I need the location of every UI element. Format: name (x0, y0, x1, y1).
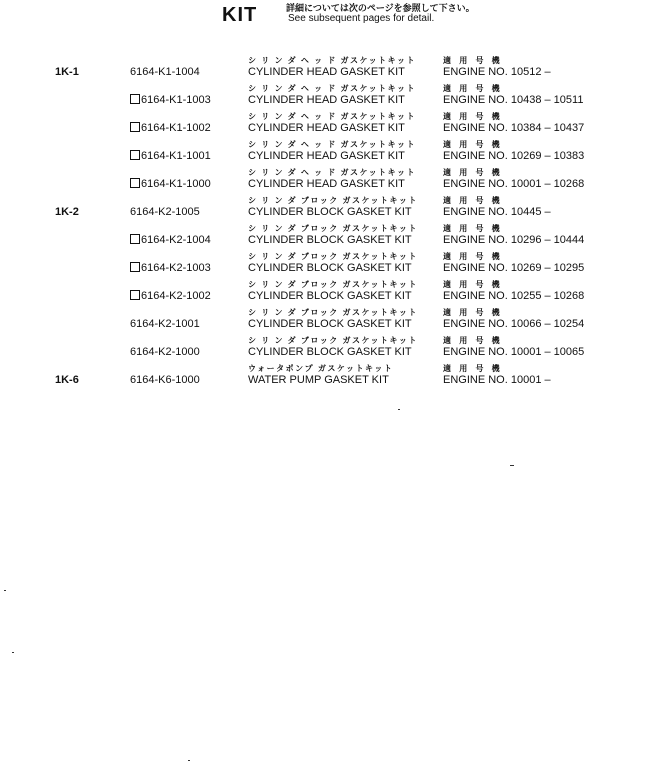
engine-range (443, 374, 551, 386)
kit-name-text: CYLINDER HEAD GASKET KIT (248, 122, 405, 134)
applicable-engine-label-text: 適 用 号 機 (443, 168, 503, 177)
kit-name (248, 234, 412, 246)
kit-name (248, 346, 412, 358)
kit-name-text: CYLINDER HEAD GASKET KIT (248, 150, 405, 162)
applicable-engine-label-text: 適 用 号 機 (443, 336, 503, 345)
kit-name (248, 150, 405, 162)
engine-range-text: ENGINE NO. 10512 – (443, 66, 551, 78)
kit-row (0, 279, 663, 307)
part-number (130, 374, 200, 386)
engine-range-text: ENGINE NO. 10255 – 10268 (443, 290, 585, 302)
section-code (55, 206, 79, 218)
part-number-text: 6164-K2-1005 (130, 206, 200, 218)
checkbox-square-icon (130, 178, 140, 188)
applicable-engine-label-text: 適 用 号 機 (443, 112, 503, 121)
kit-name-japanese (248, 363, 393, 374)
part-number (130, 234, 211, 246)
engine-range (443, 346, 584, 358)
checkbox-square-icon (130, 234, 140, 244)
kit-name-japanese (248, 279, 418, 290)
scan-speck (188, 760, 190, 761)
kit-name-text: CYLINDER BLOCK GASKET KIT (248, 346, 412, 358)
applicable-engine-label-text: 適 用 号 機 (443, 364, 503, 373)
applicable-engine-label (443, 363, 503, 374)
kit-name (248, 122, 405, 134)
applicable-engine-label (443, 307, 503, 318)
applicable-engine-label (443, 167, 503, 178)
engine-range (443, 150, 584, 162)
scan-speck (12, 652, 14, 653)
applicable-engine-label-text: 適 用 号 機 (443, 196, 503, 205)
engine-range-text: ENGINE NO. 10384 – 10437 (443, 122, 585, 134)
applicable-engine-label-text: 適 用 号 機 (443, 308, 503, 317)
checkbox-square-icon (130, 290, 140, 300)
engine-range-text: ENGINE NO. 10445 – (443, 206, 551, 218)
part-number-text: 6164-K2-1003 (141, 262, 211, 274)
kit-name-japanese-text: シ リ ン ダ ブロック ガスケットキット (248, 336, 418, 345)
scan-speck (4, 590, 6, 591)
applicable-engine-label (443, 83, 503, 94)
kit-row (0, 167, 663, 195)
kit-name-text: CYLINDER HEAD GASKET KIT (248, 66, 405, 78)
kit-row (0, 111, 663, 139)
engine-range (443, 262, 584, 274)
part-number-text: 6164-K1-1003 (141, 94, 211, 106)
engine-range (443, 234, 584, 246)
applicable-engine-label (443, 139, 503, 150)
kit-name (248, 262, 412, 274)
applicable-engine-label-text: 適 用 号 機 (443, 252, 503, 261)
engine-range-text: ENGINE NO. 10269 – 10295 (443, 262, 585, 274)
part-number-text: 6164-K6-1000 (130, 374, 200, 386)
applicable-engine-label-text: 適 用 号 機 (443, 280, 503, 289)
page-title: KIT (222, 4, 258, 26)
section-code (55, 374, 79, 386)
kit-row (0, 335, 663, 363)
part-number-text: 6164-K1-1004 (130, 66, 200, 78)
engine-range (443, 94, 583, 106)
checkbox-square-icon (130, 150, 140, 160)
applicable-engine-label (443, 223, 503, 234)
engine-range (443, 178, 584, 190)
applicable-engine-label (443, 335, 503, 346)
part-number-text: 6164-K1-1002 (141, 122, 211, 134)
engine-range (443, 206, 551, 218)
engine-range-text: ENGINE NO. 10296 – 10444 (443, 234, 585, 246)
kit-name (248, 178, 405, 190)
kit-row (0, 223, 663, 251)
applicable-engine-label-text: 適 用 号 機 (443, 140, 503, 149)
note-japanese: 詳細については次のページを参照して下さい。 (286, 3, 475, 13)
part-number (130, 178, 211, 190)
kit-name-japanese-text: シ リ ン ダ ブロック ガスケットキット (248, 252, 418, 261)
part-number (130, 206, 200, 218)
kit-name-japanese (248, 251, 418, 262)
kit-name-japanese-text: シ リ ン ダ ブロック ガスケットキット (248, 308, 418, 317)
kit-row (0, 363, 663, 391)
kit-name-text: CYLINDER HEAD GASKET KIT (248, 94, 405, 106)
part-number-text: 6164-K1-1000 (141, 178, 211, 190)
kit-name-japanese-text: シ リ ン ダ ヘ ッ ド ガスケットキット (248, 140, 416, 149)
kit-row (0, 195, 663, 223)
kit-row (0, 251, 663, 279)
part-number (130, 290, 211, 302)
section-code-text: 1K-6 (55, 374, 79, 386)
kit-name (248, 374, 389, 386)
engine-range-text: ENGINE NO. 10066 – 10254 (443, 318, 585, 330)
section-code (55, 66, 79, 78)
kit-name (248, 66, 405, 78)
engine-range (443, 290, 584, 302)
engine-range-text: ENGINE NO. 10001 – (443, 374, 551, 386)
kit-name-japanese (248, 307, 418, 318)
part-number (130, 346, 200, 358)
kit-name (248, 206, 412, 218)
applicable-engine-label-text: 適 用 号 機 (443, 224, 503, 233)
kit-name-japanese-text: ウォータポンプ ガスケットキット (248, 364, 394, 373)
kit-name-japanese-text: シ リ ン ダ ブロック ガスケットキット (248, 224, 418, 233)
kit-name (248, 94, 405, 106)
kit-name-japanese (248, 167, 416, 178)
part-number-text: 6164-K1-1001 (141, 150, 211, 162)
engine-range-text: ENGINE NO. 10001 – 10065 (443, 346, 585, 358)
part-number (130, 66, 200, 78)
kit-name-japanese-text: シ リ ン ダ ブロック ガスケットキット (248, 196, 418, 205)
part-number (130, 150, 211, 162)
checkbox-square-icon (130, 262, 140, 272)
part-number-text: 6164-K2-1000 (130, 346, 200, 358)
kit-name (248, 290, 412, 302)
applicable-engine-label-text: 適 用 号 機 (443, 84, 503, 93)
kit-name-text: CYLINDER BLOCK GASKET KIT (248, 234, 412, 246)
kit-row (0, 83, 663, 111)
kit-name-japanese (248, 83, 416, 94)
kit-name-text: CYLINDER BLOCK GASKET KIT (248, 290, 412, 302)
part-number-text: 6164-K2-1001 (130, 318, 200, 330)
applicable-engine-label (443, 111, 503, 122)
kit-name-text: WATER PUMP GASKET KIT (248, 374, 389, 386)
part-number (130, 318, 200, 330)
kit-name-japanese-text: シ リ ン ダ ブロック ガスケットキット (248, 280, 418, 289)
kit-name-japanese (248, 55, 416, 66)
part-number-text: 6164-K2-1004 (141, 234, 211, 246)
kit-name-japanese (248, 111, 416, 122)
kit-name-japanese (248, 139, 416, 150)
part-number (130, 262, 211, 274)
kit-name-japanese-text: シ リ ン ダ ヘ ッ ド ガスケットキット (248, 168, 416, 177)
section-code-text: 1K-1 (55, 66, 79, 78)
kit-row (0, 55, 663, 83)
kit-name-text: CYLINDER BLOCK GASKET KIT (248, 206, 412, 218)
kit-name-japanese-text: シ リ ン ダ ヘ ッ ド ガスケットキット (248, 84, 416, 93)
kit-row (0, 139, 663, 167)
applicable-engine-label (443, 195, 503, 206)
applicable-engine-label (443, 279, 503, 290)
scan-speck (398, 409, 400, 410)
section-code-text: 1K-2 (55, 206, 79, 218)
kit-name (248, 318, 412, 330)
note-english: See subsequent pages for detail. (288, 13, 435, 24)
applicable-engine-label-text: 適 用 号 機 (443, 56, 503, 65)
applicable-engine-label (443, 55, 503, 66)
part-number (130, 94, 211, 106)
applicable-engine-label (443, 251, 503, 262)
kit-name-japanese (248, 335, 418, 346)
checkbox-square-icon (130, 94, 140, 104)
kit-name-text: CYLINDER BLOCK GASKET KIT (248, 262, 412, 274)
part-number (130, 122, 211, 134)
kit-name-text: CYLINDER HEAD GASKET KIT (248, 178, 405, 190)
checkbox-square-icon (130, 122, 140, 132)
engine-range-text: ENGINE NO. 10438 – 10511 (443, 94, 584, 106)
kit-name-japanese (248, 195, 418, 206)
kit-name-japanese-text: シ リ ン ダ ヘ ッ ド ガスケットキット (248, 56, 416, 65)
engine-range-text: ENGINE NO. 10001 – 10268 (443, 178, 585, 190)
engine-range (443, 66, 551, 78)
scan-speck (510, 465, 514, 466)
engine-range (443, 122, 584, 134)
kit-name-japanese (248, 223, 418, 234)
kit-name-japanese-text: シ リ ン ダ ヘ ッ ド ガスケットキット (248, 112, 416, 121)
part-number-text: 6164-K2-1002 (141, 290, 211, 302)
engine-range-text: ENGINE NO. 10269 – 10383 (443, 150, 585, 162)
kit-name-text: CYLINDER BLOCK GASKET KIT (248, 318, 412, 330)
engine-range (443, 318, 584, 330)
kit-row (0, 307, 663, 335)
